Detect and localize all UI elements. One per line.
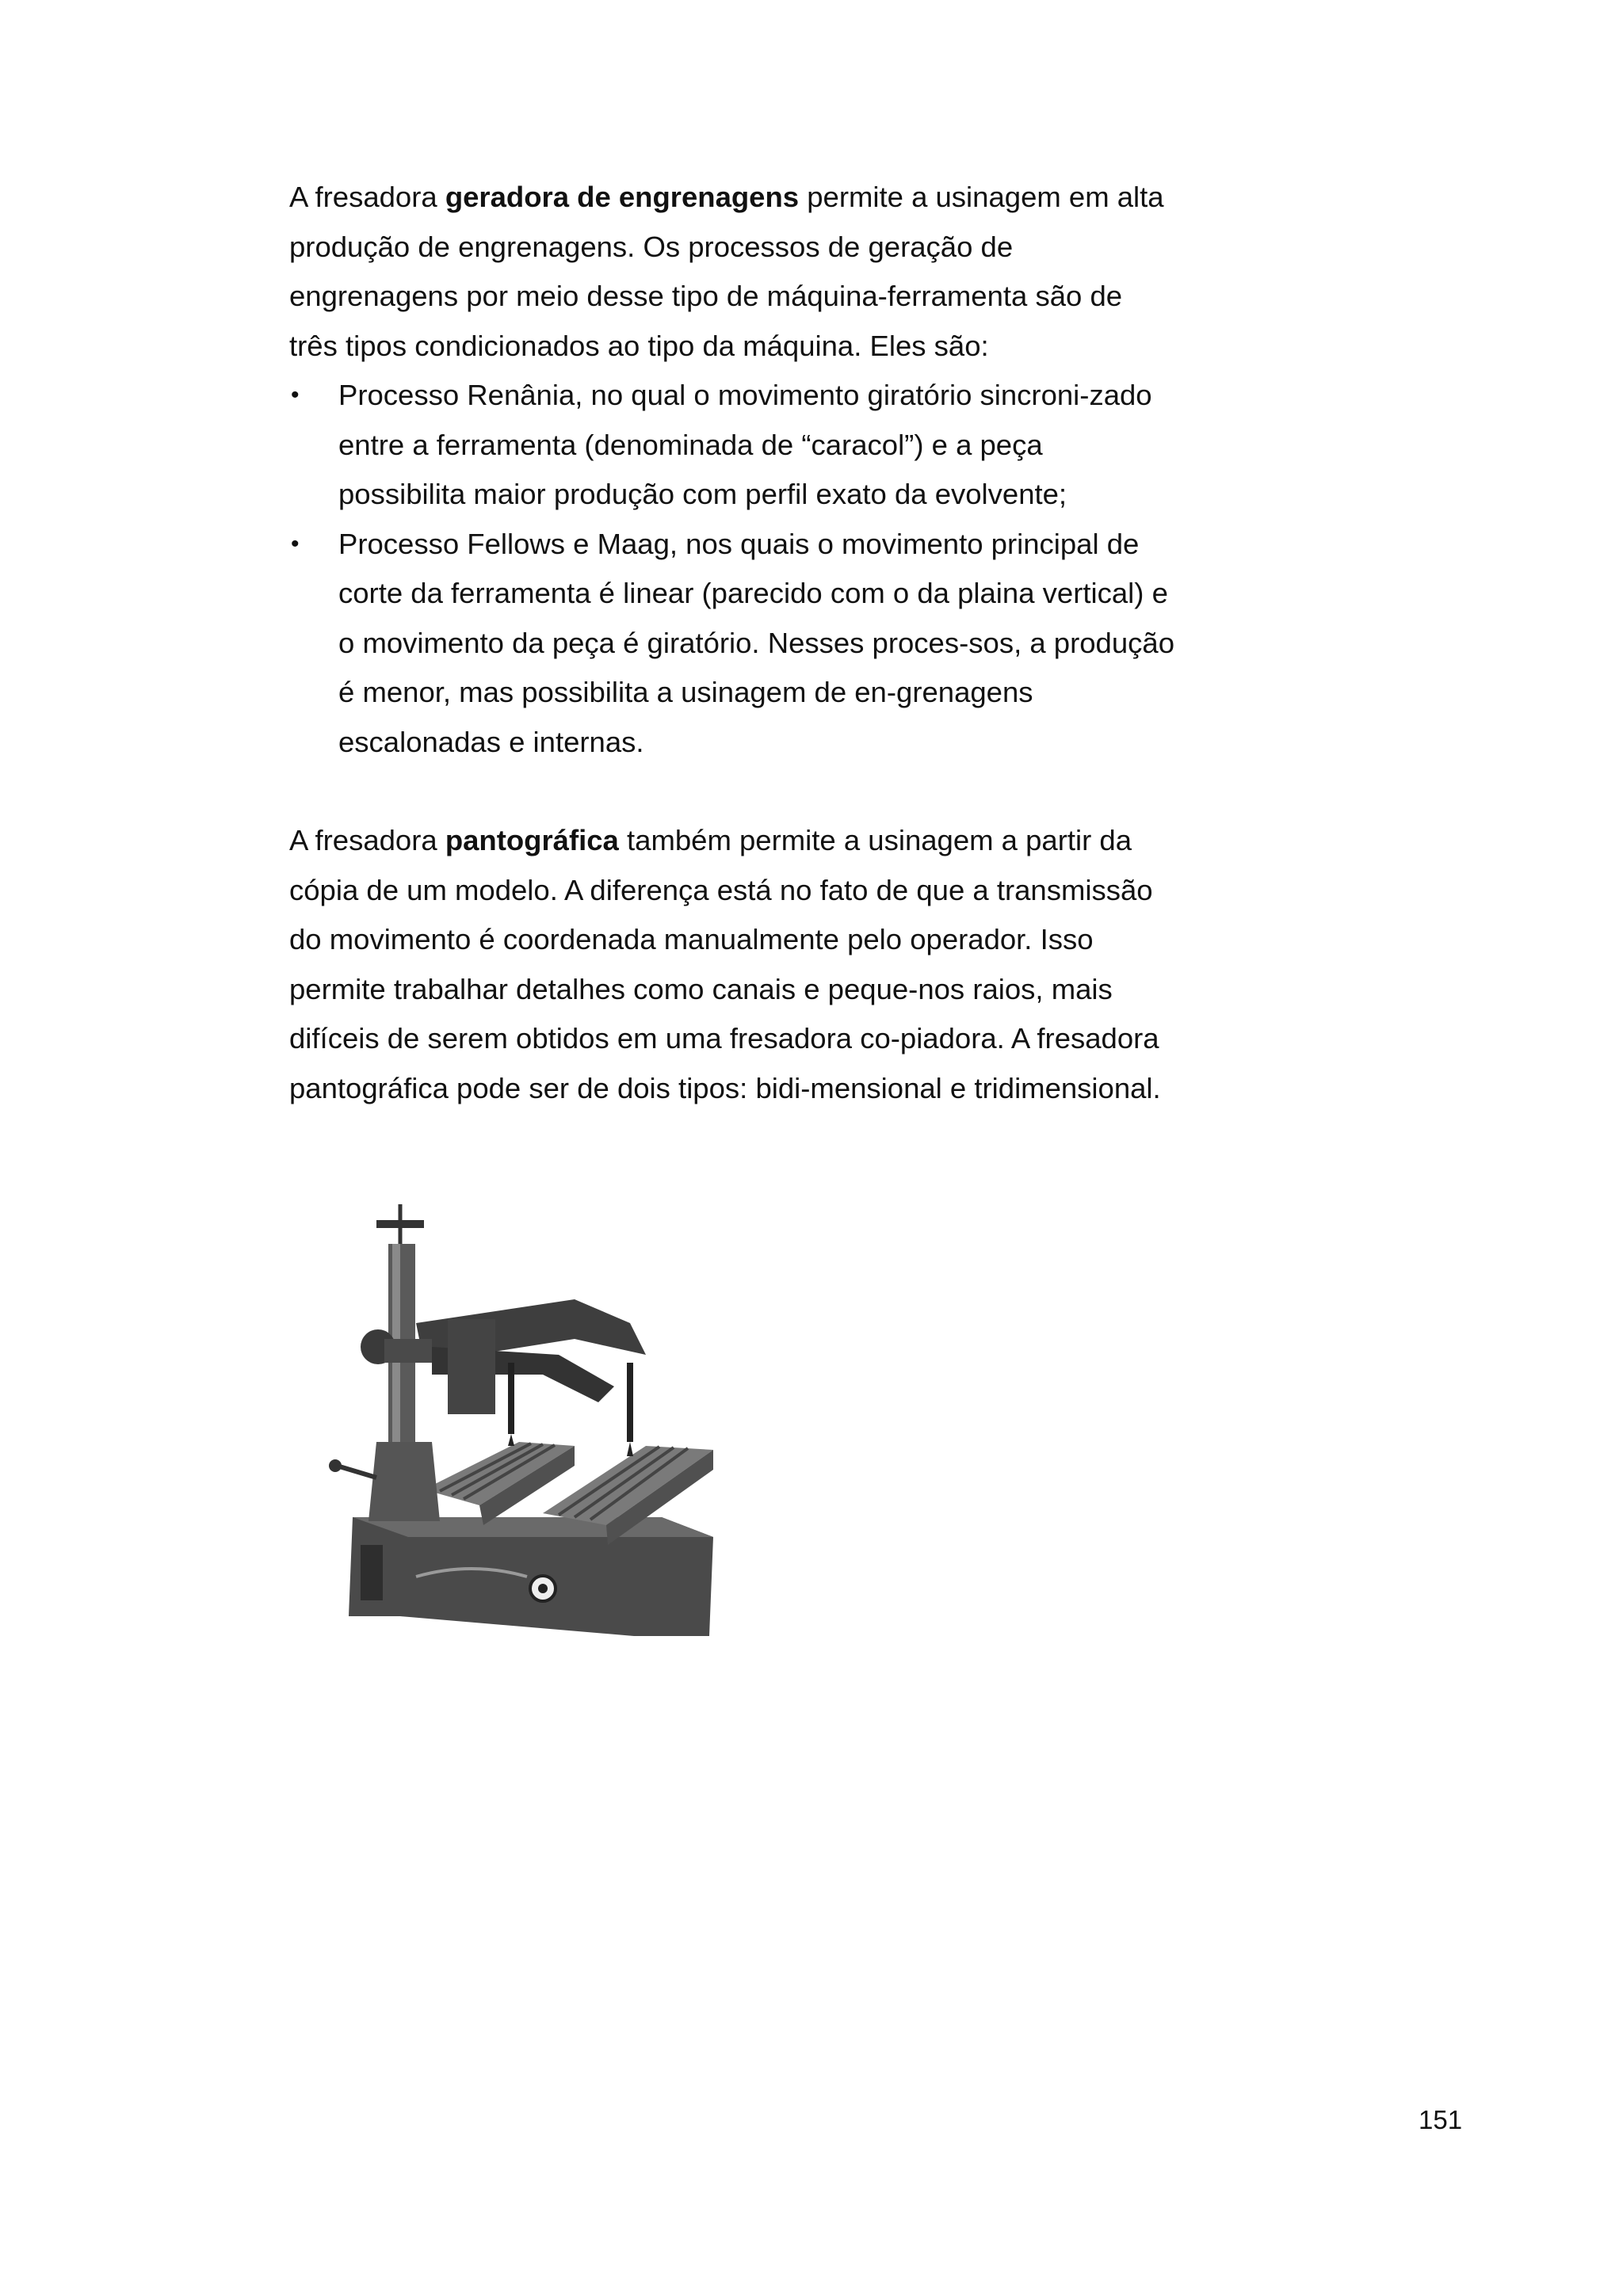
- paragraph-pantograph-lead: A fresadora: [289, 824, 445, 856]
- pantograph-machine-figure: [313, 1204, 725, 1648]
- paragraph-pantograph-body: também permite a usinagem a partir da cópia de um modelo. A diferença está no fato de que a transmissão do movimento é coordenada manualmente pelo operador. Isso permite trabalhar detalhes como canais e peque-nos raios, mais difíceis de serem obtidos em uma fresadora co-piadora. A fresadora pantográfica pode ser de dois tipos: bidi-mensional e tridimensional.: [289, 824, 1161, 1104]
- list-item-text: Processo Fellows e Maag, nos quais o movimento principal de corte da ferramenta é linear (parecido com o da plaina vertical) e o movimento da peça é giratório. Nesses proces-sos, a produção é menor, mas possibilita a usinagem de en-grenagens escalonadas e internas.: [338, 527, 1174, 758]
- page-number: 151: [1419, 2105, 1463, 2134]
- bullet-icon: •: [291, 382, 300, 408]
- term-pantograph: pantográfica: [445, 824, 619, 856]
- section-gear-generator: [289, 173, 1177, 767]
- paragraph-intro: [289, 173, 1177, 371]
- paragraph-intro-lead: A fresadora: [289, 181, 445, 213]
- list-item-text: Processo Renânia, no qual o movimento giratório sincroni-zado entre a ferramenta (denominada de “caracol”) e a peça possibilita maior produção com perfil exato da evolvente;: [338, 379, 1152, 510]
- process-list: [289, 371, 1177, 767]
- paragraph-pantograph: [289, 816, 1177, 1113]
- paragraph-intro-body: permite a usinagem em alta produção de engrenagens. Os processos de geração de engrenagens por meio desse tipo de máquina-ferramenta são de três tipos condicionados ao tipo da máquina. Eles são:: [289, 181, 1164, 362]
- list-item-fellows-maag: [289, 520, 1177, 768]
- list-item-renania: [289, 371, 1177, 520]
- pantograph-milling-machine-icon: [313, 1204, 725, 1648]
- section-pantograph: [289, 816, 1177, 1113]
- term-gear-generator: geradora de engrenagens: [445, 181, 800, 213]
- bullet-icon: •: [291, 530, 300, 557]
